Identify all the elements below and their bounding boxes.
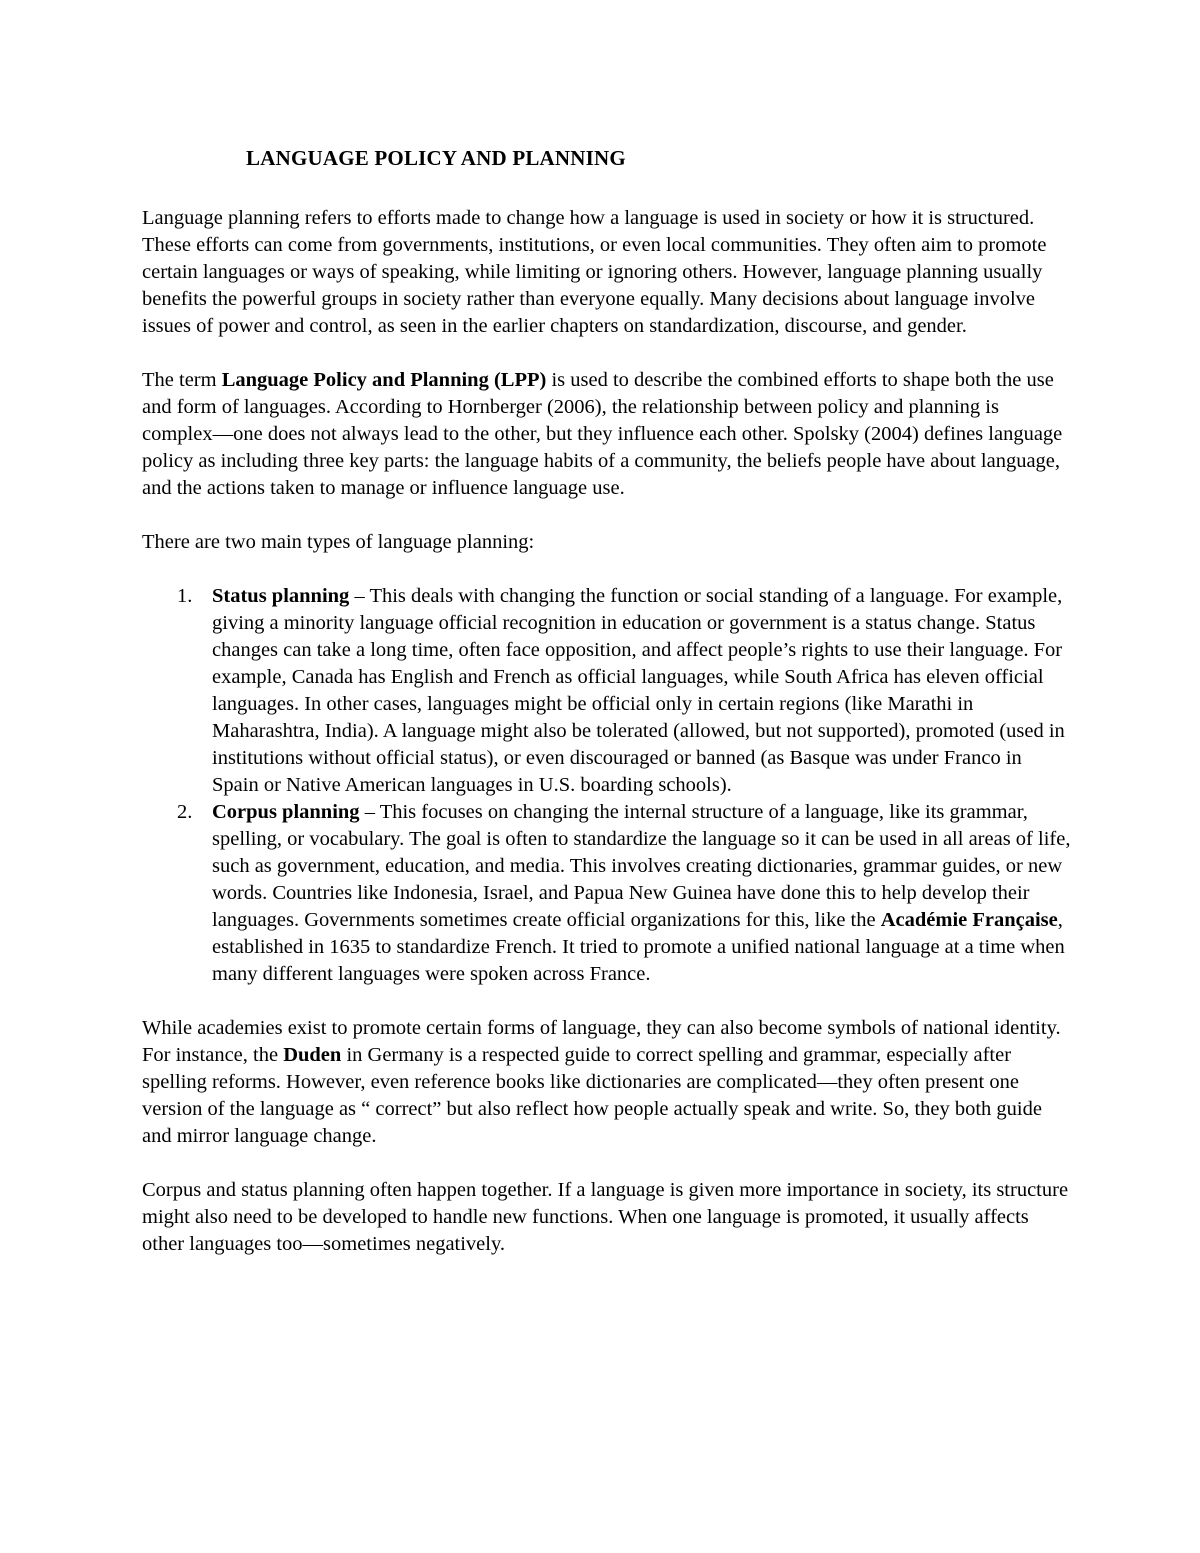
- term-duden: Duden: [283, 1044, 342, 1066]
- list-item-corpus-planning: [142, 799, 1072, 988]
- paragraph-intro: Language planning refers to efforts made to change how a language is used in society or how it is structured. These efforts can come from governments, institutions, or even local communities. They often aim to promote certain languages or ways of speaking, while limiting or ignoring others. However, language planning usually benefits the powerful groups in society rather than everyone equally. Many decisions about language involve issues of power and control, as seen in the earlier chapters on standardization, discourse, and gender.: [142, 207, 1047, 337]
- term-lpp: Language Policy and Planning (LPP): [221, 369, 547, 391]
- text-segment: is used to describe the combined efforts to shape both the use and form of languages. According to Hornberger (2006), the relationship between policy and planning is complex—one does not always lead to the other, but they influence each other. Spolsky (2004) defines language policy as including three key parts: the language habits of a community, the beliefs people have about language, and the actions taken to manage or influence language use.: [142, 369, 1063, 499]
- text-segment: , established in 1635 to standardize French. It tried to promote a unified national language at a time when many different languages were spoken across France.: [212, 909, 1065, 985]
- term-academie-francaise: Académie Française: [880, 909, 1058, 931]
- paragraph-types-intro: There are two main types of language planning:: [142, 531, 535, 553]
- text-segment: – This focuses on changing the internal structure of a language, like its grammar, spelling, or vocabulary. The goal is often to standardize the language so it can be used in all areas of life, such as government, education, and media. This involves creating dictionaries, grammar guides, or new words. Countries like Indonesia, Israel, and Papua New Guinea have done this to help develop their languages. Governments sometimes create official organizations for this, like the: [212, 801, 1071, 931]
- document-title: LANGUAGE POLICY AND PLANNING: [246, 146, 626, 170]
- paragraph-lpp-definition: [142, 367, 1072, 502]
- list-item-status-planning: [142, 583, 1072, 799]
- list-number: 1.: [177, 585, 193, 607]
- text-segment: – This deals with changing the function or social standing of a language. For example, giving a minority language official recognition in education or government is a status change. Status changes can take a long time, often face opposition, and affect people’s rights to use their language. For example, Canada has English and French as official languages, while South Africa has eleven official languages. In other cases, languages might be official only in certain regions (like Marathi in Maharashtra, India). A language might also be tolerated (allowed, but not supported), promoted (used in institutions without official status), or even discouraged or banned (as Basque was under Franco in Spain or Native American languages in U.S. boarding schools).: [212, 585, 1065, 796]
- paragraph-academies: [142, 1015, 1072, 1150]
- planning-types-list: [142, 583, 1072, 988]
- text-segment: While academies exist to promote certain forms of language, they can also become symbols of national identity. For instance, the: [142, 1017, 1061, 1066]
- text-segment: The term: [142, 369, 222, 391]
- list-number: 2.: [177, 801, 193, 823]
- paragraph-conclusion: Corpus and status planning often happen together. If a language is given more importance in society, its structure might also need to be developed to handle new functions. When one language is promoted, it usually affects other languages too—sometimes negatively.: [142, 1179, 1069, 1255]
- term-status-planning: Status planning: [212, 585, 350, 607]
- document-page: [142, 143, 1072, 1285]
- text-segment: in Germany is a respected guide to correct spelling and grammar, especially after spelling reforms. However, even reference books like dictionaries are complicated—they often present one version of the language as “ correct” but also reflect how people actually speak and write. So, they both guide and mirror language change.: [142, 1044, 1042, 1147]
- term-corpus-planning: Corpus planning: [212, 801, 360, 823]
